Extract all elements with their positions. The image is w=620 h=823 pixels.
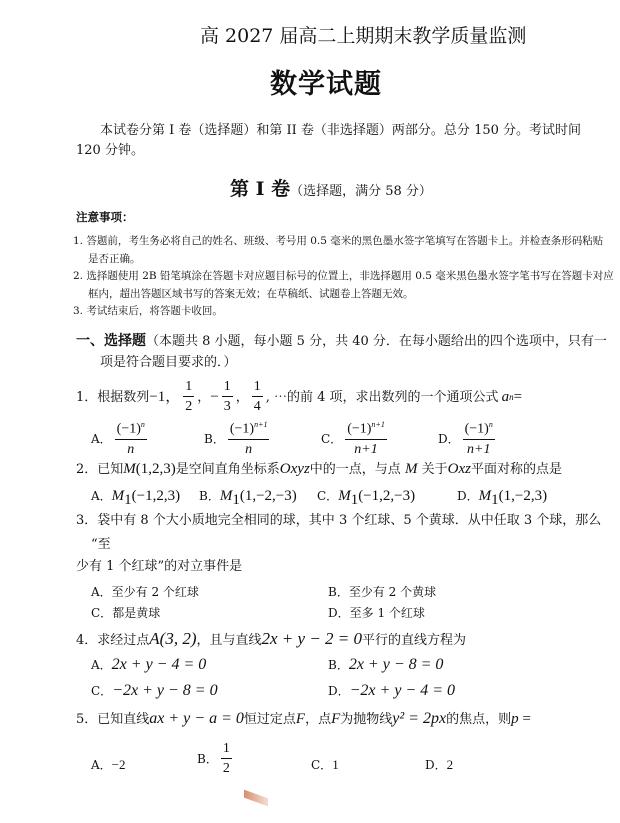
numerator: (−1)	[229, 421, 255, 437]
option-d[interactable]: D．$M_1(1,-2,3)$	[457, 488, 548, 509]
q1-text: , ⋯的前 4 项，求出数列的一个通项公式	[265, 389, 499, 405]
math: a	[501, 388, 510, 405]
denominator: n+1	[354, 441, 378, 457]
q5-text: 为抛物线	[340, 712, 393, 727]
option-a[interactable]	[91, 421, 204, 457]
decorative-mark	[244, 790, 268, 807]
option-b[interactable]: B．$M_1(1,-2,-3)$	[199, 488, 297, 509]
exam-header: 高 2027 届高二上期期末教学质量监测	[200, 25, 527, 47]
math: y² = 2px	[392, 710, 447, 727]
note-line: 2. 选择题使用 2B 铅笔填涂在答题卡对应题目标号的位置上，非选择题用 0.5 毫米黑色墨水签字笔书写在答题卡对应	[73, 270, 614, 282]
part-subtitle: （选择题，满分 58 分）	[290, 184, 432, 199]
question-3-line-2: “至	[91, 537, 111, 552]
denominator: n	[245, 441, 253, 457]
option-label: B．	[197, 752, 218, 766]
numerator: 1	[252, 380, 263, 397]
option-label: C．	[91, 606, 113, 620]
math: F	[295, 711, 306, 727]
question-3-line-1: 3．袋中有 8 个大小质地完全相同的球，其中 3 个红球、5 个黄球．从中任取 3 个球，那么	[76, 513, 602, 528]
q2-text: 平面对称的点是	[470, 462, 562, 477]
notes-heading: 注意事项：	[76, 210, 134, 224]
denominator: 2	[185, 399, 193, 414]
fraction	[183, 380, 194, 414]
q2-options	[91, 487, 547, 508]
math: n	[509, 391, 514, 402]
option-label: D．	[328, 606, 350, 620]
math: (1,2,3)	[135, 461, 176, 477]
option-a[interactable]	[91, 756, 126, 772]
q5-text: 5．已知直线	[76, 712, 150, 727]
q4-text: 4．求经过点	[76, 633, 150, 648]
option-value: −2x + y − 8 = 0	[112, 682, 218, 699]
q1-options	[91, 421, 561, 457]
denominator: n	[127, 441, 135, 457]
q1-term: −1，	[149, 388, 181, 405]
denominator: 3	[223, 399, 231, 414]
note-line: 是否正确。	[88, 253, 141, 265]
numerator: (−1)	[464, 421, 489, 437]
denominator: n+1	[467, 441, 491, 457]
option-label: A．	[91, 758, 112, 772]
math: Oxz	[447, 461, 471, 477]
option-b[interactable]	[328, 586, 436, 598]
section-desc: （本题共 8 小题，每小题 5 分，共 40 分．在每小题给出的四个选项中，只有一	[146, 334, 607, 349]
option-label: B．	[199, 489, 220, 503]
note-line: 1. 答题前，考生务必将自己的姓名、班级、考号用 0.5 毫米的黑色墨水签字笔填写在答题卡上。并检查条形码粘贴	[73, 235, 604, 247]
intro-line-1: 本试卷分第 I 卷（选择题）和第 II 卷（非选择题）两部分。总分 150 分。考试时间	[100, 123, 582, 138]
option-a[interactable]	[91, 586, 199, 598]
option-a[interactable]: A．$M_1(-1,2,3)$	[91, 488, 181, 509]
denominator: 2	[222, 761, 230, 776]
option-label: C．	[91, 684, 113, 698]
option-label: A．	[91, 658, 112, 672]
part-label: 第 I 卷	[230, 178, 291, 200]
numerator: (−1)	[116, 421, 141, 437]
option-value: 至少有 2 个黄球	[348, 585, 437, 599]
note-line: 3. 考试结束后，将答题卡收回。	[73, 305, 223, 317]
section-title: 一、选择题	[76, 333, 146, 349]
option-label: B．	[328, 585, 349, 599]
q4-text: ，且与直线	[196, 633, 262, 648]
option-c[interactable]	[91, 682, 218, 699]
question-5	[76, 711, 531, 727]
math: =	[513, 388, 523, 405]
option-value: 2	[446, 757, 454, 772]
option-label: C．	[311, 758, 333, 772]
option-value: 至多 1 个红球	[349, 606, 425, 620]
option-label: D．	[425, 758, 447, 772]
option-value: (−1,2,−3)	[358, 488, 416, 504]
option-d[interactable]	[328, 682, 455, 699]
denominator: 4	[253, 399, 261, 414]
question-3-line-3: 少有 1 个红球”的对立事件是	[76, 559, 243, 574]
numerator: 1	[183, 380, 194, 397]
math: Oxyz	[279, 461, 310, 477]
q2-text: 中的一点，与点	[309, 462, 401, 477]
intro-line-2: 120 分钟。	[76, 143, 144, 158]
option-label: D．	[457, 489, 479, 503]
numerator: 1	[221, 742, 232, 759]
option-value: 2x + y − 4 = 0	[111, 656, 207, 673]
question-1: 1．根据数列 −1， $\frac{1}{2}$ ， − $\frac{1}{3}$ ， $\frac{1}{4}$ , ⋯的前 4 项，求出数列的一个通项公式 a n =	[76, 379, 523, 414]
option-label: C．	[317, 489, 339, 503]
option-value: (1,−2,−3)	[239, 488, 297, 504]
option-value: (−1,2,3)	[131, 488, 181, 504]
option-value: 都是黄球	[112, 606, 161, 620]
exponent: n	[140, 420, 145, 429]
option-value: 2x + y − 8 = 0	[348, 656, 444, 673]
option-c[interactable]	[311, 756, 339, 772]
option-label: B．	[328, 658, 349, 672]
option-a[interactable]	[91, 656, 206, 673]
option-label: A．	[91, 431, 112, 446]
part-title	[230, 180, 432, 199]
option-value: 至少有 2 个红球	[111, 585, 199, 599]
option-b[interactable]	[328, 656, 443, 673]
option-label: D．	[328, 684, 350, 698]
exponent: n	[488, 420, 493, 429]
math: M	[123, 461, 136, 477]
q5-text: ，点	[305, 712, 332, 727]
q5-text: 的焦点，则	[446, 712, 512, 727]
math: 2x + y − 2 = 0	[261, 629, 363, 648]
option-value: −2	[111, 757, 126, 772]
math: ax + y − a = 0	[149, 710, 244, 727]
exponent: n+1	[371, 420, 385, 429]
question-4	[76, 630, 466, 647]
note-line: 框内，超出答题区域书写的答案无效；在草稿纸、试题卷上答题无效。	[88, 288, 414, 300]
option-label: D．	[438, 431, 460, 446]
fraction	[222, 380, 233, 414]
option-c[interactable]	[91, 607, 160, 619]
option-c[interactable]	[321, 421, 438, 457]
q1-text: 1．根据数列	[76, 389, 150, 405]
fraction	[252, 380, 263, 414]
option-label: A．	[91, 489, 112, 503]
option-value: 1	[332, 757, 339, 772]
option-d[interactable]	[328, 607, 425, 619]
option-b[interactable]	[197, 742, 235, 776]
math: A(3, 2)	[149, 629, 197, 648]
section-heading	[76, 334, 607, 348]
option-label: A．	[91, 585, 112, 599]
math: F	[331, 711, 341, 727]
option-value: −2x + y − 4 = 0	[349, 682, 456, 699]
option-label: C．	[321, 431, 343, 446]
q2-text: 关于	[421, 462, 448, 477]
question-2	[76, 462, 562, 477]
option-b[interactable]	[204, 421, 321, 457]
option-c[interactable]: C．$M_1(-1,2,-3)$	[317, 488, 416, 509]
q2-text: 2．已知	[76, 462, 124, 477]
math: p	[511, 711, 519, 727]
math: =	[518, 711, 531, 727]
math: M	[404, 461, 418, 477]
option-value: (1,−2,3)	[498, 488, 548, 504]
q4-text: 平行的直线方程为	[362, 633, 467, 648]
q5-text: 恒过定点	[243, 712, 296, 727]
numerator: (−1)	[347, 421, 372, 437]
page-title: 数学试题	[270, 69, 382, 100]
option-label: B．	[204, 431, 225, 446]
option-d[interactable]	[438, 421, 498, 457]
section-desc-2: 项是符合题目要求的．）	[100, 355, 237, 370]
numerator: 1	[222, 380, 233, 397]
exponent: n+1	[254, 420, 268, 429]
option-d[interactable]	[425, 756, 453, 772]
q2-text: 是空间直角坐标系	[175, 462, 280, 477]
